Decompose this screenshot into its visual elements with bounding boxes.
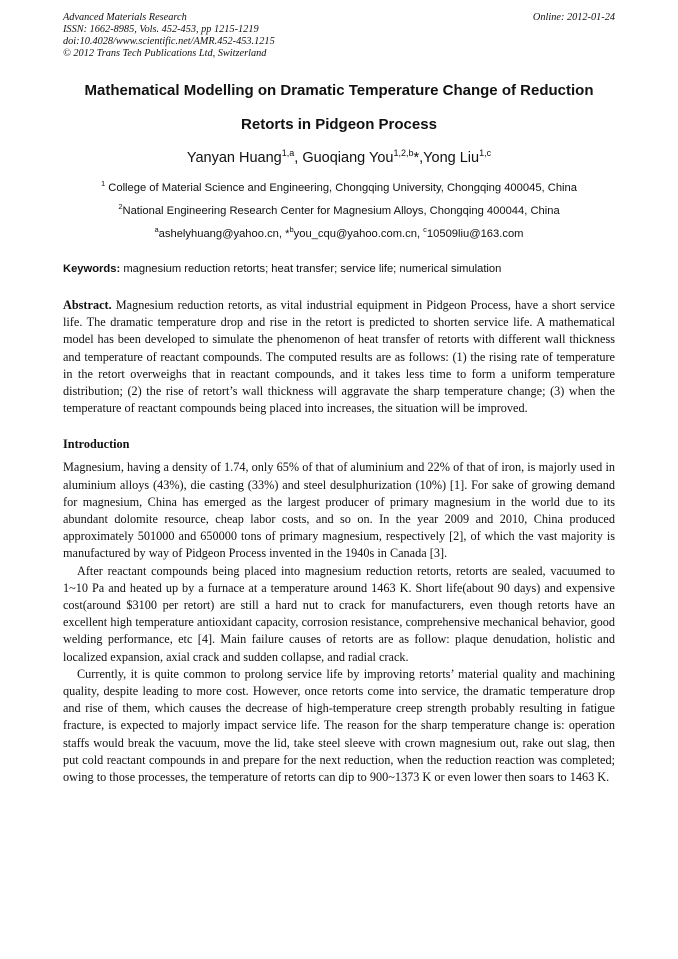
author-name: Yong Liu [423,150,480,166]
email-separator: , [278,228,286,240]
intro-paragraph-2: After reactant compounds being placed into magnesium reduction retorts, retorts are sealed, vacuumed to 1~10 Pa and heated up by a furnace at a temperature around 1463 K. Short life(about 90 days) and expensive cost(around $3100 per retort) are still a hard nut to crack for manufacturers, even though retorts have an excellent high temperature antioxidant capacity, corrosion resistance, comprehensive mechanical behavior, good welding performance, etc [4]. Main failure causes of retorts are as follow: plaque denudation, holistic and localized expansion, axial crack and sudden collapse, and radial crack. [63,563,615,664]
email-sup: a [154,225,159,234]
online-date: Online: 2012-01-24 [532,12,615,23]
author-separator: , [419,150,424,166]
email-separator: , [416,228,424,240]
author-name: Guoqiang You [302,150,394,166]
email-address[interactable]: you_cqu@yahoo.com.cn [293,228,417,240]
affiliation-sup: 2 [118,202,123,211]
author-superscript: 1,2,b [393,148,414,158]
copyright-line: © 2012 Trans Tech Publications Ltd, Switzerland [63,48,267,59]
affiliation-sup: 1 [100,179,106,188]
intro-paragraph-1: Magnesium, having a density of 1.74, only 65% of that of aluminium and 22% of that of iron, is majorly used in aluminium alloys (43%), die casting (33%) and steel desulphurization (10%) [1]. For sake of growing demand for magnesium, China has emerged as the largest producer of primary magnesium in the world due to its abundant dolomite resource, cheap labor costs, and so on. In the year 2009 and 2010, China produced approximately 501000 and 650000 tons of primary magnesium, respectively [2], of which the vast majority is manufactured by way of Pidgeon Process invented in the 1940s in Canada [3]. [63,460,615,561]
paper-title [63,74,615,142]
email-address[interactable]: 10509liu@163.com [426,228,524,240]
email-address[interactable]: ashelyhuang@yahoo.cn [158,228,279,240]
intro-paragraph-3: Currently, it is quite common to prolong service life by improving retorts’ material quality and machining quality, despite leading to more cost. However, once retorts come into service, the dramatic temperature drop and rise of them, which causes the decrease of high-temperature creep strength probably resulting in fatigue fracture, is expected to majorly impact service life. The reason for the sharp temperature change is: operation staffs would break the vacuum, move the lid, take steel sleeve with crown magnesium out, rake out slag, then put cold reactant compounds in and prepare for the next reduction, when the reduction reaction was completed; owing to those processes, the temperature of retorts can dip to 900~1373 K or even lower then soars to 1463 K. [63,666,615,785]
corresponding-mark: * [413,150,420,166]
abstract-text: Magnesium reduction retorts, as vital industrial equipment in Pidgeon Process, have a short service life. The dramatic temperature drop and rise in the retort is predicted to shorten service life. A mathematical model has been developed to simulate the phenomenon of heat transfer of retorts with different wall thickness and temperature of reactant compounds. The computed results are as follows: (1) the rising rate of temperature in the retort overweighs that in reactant compounds, and it takes less time to form a uniform temperature distribution; (2) the rise of retort’s wall thickness will aggravate the sharp temperature change; (3) when the temperature of reactant compounds being placed into increases, the situation will be improved. [63,298,615,416]
author-superscript: 1,a [281,148,295,158]
author-separator: , [294,150,303,166]
keywords-label: Keywords: [63,263,121,275]
email-line [63,225,615,241]
doi-line: doi:10.4028/www.scientific.net/AMR.452-453.1215 [63,36,275,47]
email-prefix: * [285,228,290,240]
issn-line: ISSN: 1662-8985, Vols. 452-453, pp 1215-1219 [63,24,259,35]
title-line-2: Retorts in Pidgeon Process [241,116,437,133]
keywords [63,262,615,276]
title-line-1: Mathematical Modelling on Dramatic Temperature Change of Reduction [84,82,594,99]
keywords-text: magnesium reduction retorts; heat transfer; service life; numerical simulation [123,263,502,275]
author-list [63,148,615,168]
section-heading-introduction: Introduction [63,437,130,452]
email-sup: c [423,225,427,234]
abstract [63,297,615,417]
author-name: Yanyan Huang [186,150,282,166]
email-sup: b [289,225,294,234]
journal-header [63,12,615,60]
affiliation-text: College of Material Science and Engineering, Chongqing University, Chongqing 400045, China [108,182,577,194]
author-superscript: 1,c [479,148,492,158]
abstract-label: Abstract. [63,298,112,312]
journal-name: Advanced Materials Research [63,12,187,23]
affiliation-1 [63,179,615,195]
affiliation-text: National Engineering Research Center for Magnesium Alloys, Chongqing 400044, China [122,205,560,217]
affiliation-2 [63,202,615,218]
paper-page [63,12,615,786]
